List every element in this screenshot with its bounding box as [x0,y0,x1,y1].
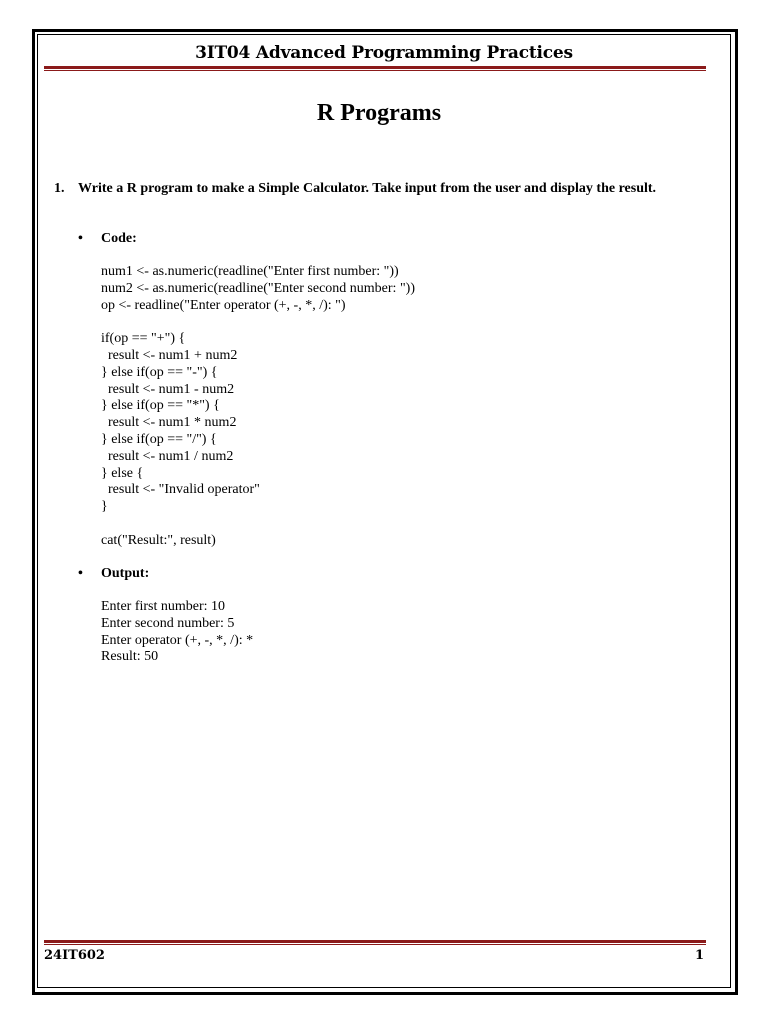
question-1 [54,180,694,197]
header-title: 3IT04 Advanced Programming Practices [195,43,573,63]
bullet-icon: • [78,566,83,581]
bullet-icon: • [78,231,83,246]
output-block: Enter first number: 10 Enter second number: 5 Enter operator (+, -, *, /): * Result: 50 [101,599,254,665]
footer-course-code: 24IT602 [44,948,105,963]
code-label-text: Code: [101,231,137,246]
footer-rule [44,940,706,945]
page-number: 1 [694,948,704,963]
code-block: num1 <- as.numeric(readline("Enter first number: ")) num2 <- as.numeric(readline("Enter second number: ")) op <- readline("Enter operator (+, -, *, /): ") if(op == "+") { result <- num1 + num2 } else if(op == "-") { result <- num1 - num2 } else if(op == "*") { result <- num1 * num2 } else if(op == "/") { result <- num1 / num2 } else { result <- "Invalid operator" } cat("Result:", result) [101,264,415,548]
output-section-label [78,566,149,582]
document-title: R Programs [316,100,442,126]
question-number: 1. [54,181,65,196]
output-label-text: Output: [101,566,150,581]
header-rule [44,66,706,71]
question-text: Write a R program to make a Simple Calculator. Take input from the user and display the result. [78,181,657,196]
code-section-label [78,231,137,247]
